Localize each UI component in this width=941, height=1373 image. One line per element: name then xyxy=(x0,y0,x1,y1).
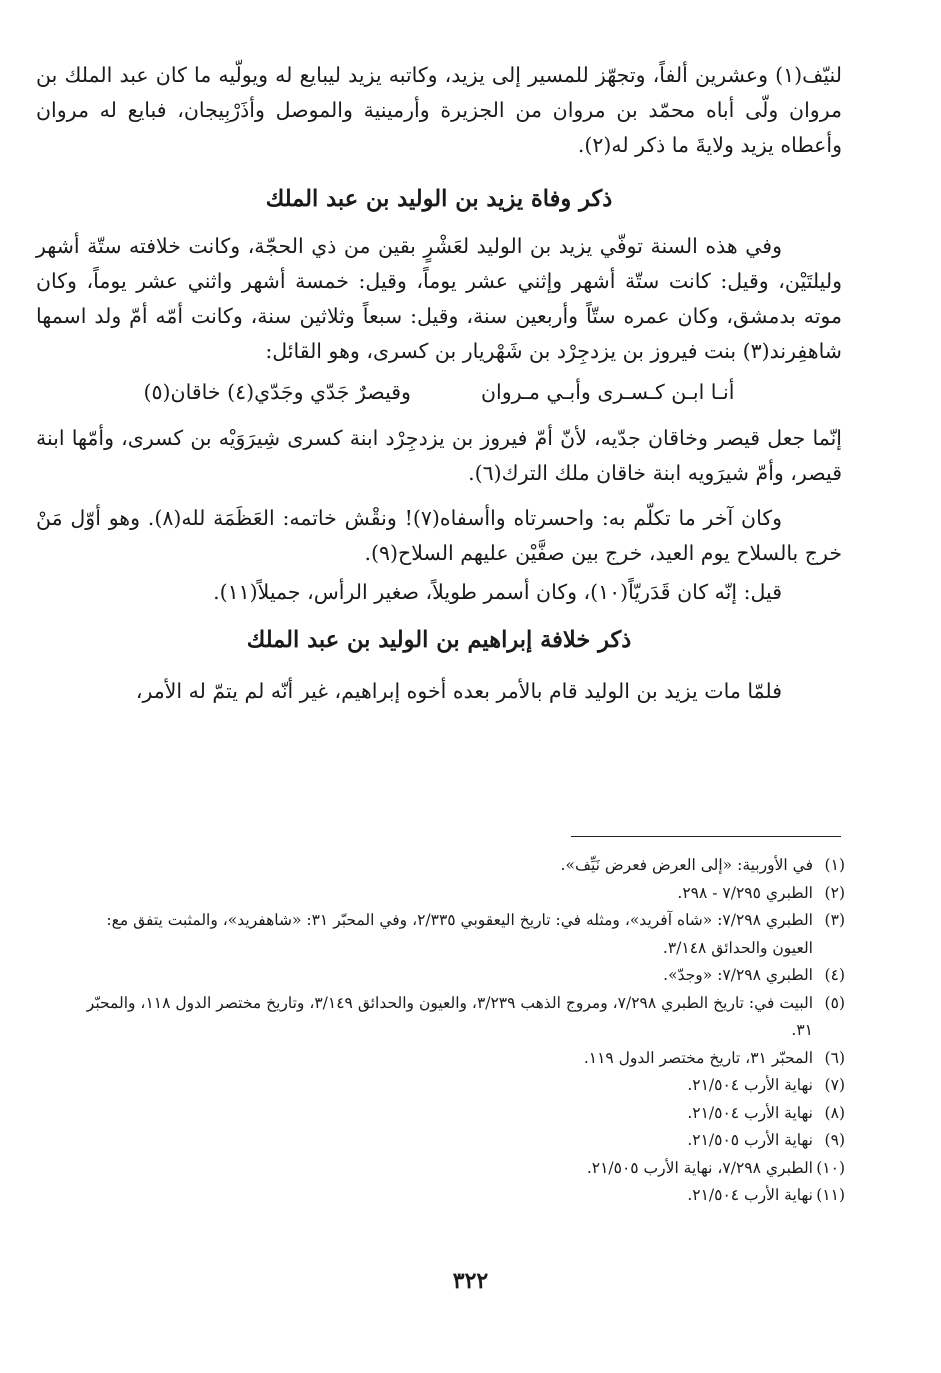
section-heading-ibrahim-caliphate: ذكر خلافة إبراهيم بن الوليد بن عبد الملك xyxy=(246,627,632,653)
footnote: (٤) الطبري ٧/٢٩٨: «وجدّ». xyxy=(663,966,845,984)
poetry-verse xyxy=(36,371,842,413)
paragraph-6-text: فلمّا مات يزيد بن الوليد قام بالأمر بعده أخوه إبراهيم، غير أنّه لم يتمّ له الأمر، xyxy=(135,679,782,703)
main-text xyxy=(36,58,842,709)
footnote: (٨) نهاية الأرب ٢١/٥٠٤. xyxy=(687,1103,845,1122)
verse-second-hemistich: وقيصرٌ جَدّي وجَدّي(٤) خاقان(٥) xyxy=(143,380,411,404)
paragraph-3: إنّما جعل قيصر وخاقان جدّيه، لأنّ أمّ فيروز بن يزدجِرْد ابنة كسرى شِيرَوَيْه بن كسرى، وأمّها ابنة قيصر، وأمّ شيرَويه ابنة خاقان ملك الترك(٦). xyxy=(36,426,842,485)
footnote: (٣) الطبري ٧/٢٩٨: «شاه آفريد»، ومثله في: تاريخ اليعقوبي ٢/٣٣٥، وفي المحبّر ٣١: «شاهفريد»، والمثبت يتفق مع: العيون والحدائق ٣/١٤٨. xyxy=(106,911,845,957)
footnote: (٢) الطبري ٧/٢٩٥ - ٢٩٨. xyxy=(677,883,845,902)
footnote: (٧) نهاية الأرب ٢١/٥٠٤. xyxy=(687,1076,845,1094)
paragraph-2 xyxy=(36,229,842,369)
footnote: (١١) نهاية الأرب ٢١/٥٠٤. xyxy=(687,1186,845,1204)
footnote-divider xyxy=(571,836,841,837)
footnote: (٦) المحبّر ٣١، تاريخ مختصر الدول ١١٩. xyxy=(583,1048,845,1067)
footnote: (٥) البيت في: تاريخ الطبري ٧/٢٩٨، ومروج الذهب ٣/٢٣٩، والعيون والحدائق ٣/١٤٩، وتاريخ مختصر الدول ١١٨، والمحبّر ٣١. xyxy=(86,993,845,1039)
page-number: ٣٢٢ xyxy=(452,1268,489,1294)
paragraph-1: لنيّف(١) وعشرين ألفاً، وتجهّز للمسير إلى يزيد، وكاتبه يزيد ليبايع له ويولّيه ما كان عبد الملك بن مروان ولّى أباه محمّد بن مروان من الجزيرة وأرمينية والموصل وأذَرْبِيجان، فبايع له مروان وأعطاه يزيد ولايةَ ما ذكر له(٢). xyxy=(36,63,842,157)
footnote: (١٠) الطبري ٧/٢٩٨، نهاية الأرب ٢١/٥٠٥. xyxy=(586,1158,845,1177)
section-heading-yazid-death: ذكر وفاة يزيد بن الوليد بن عبد الملك xyxy=(265,186,613,212)
paragraph-6 xyxy=(36,674,842,709)
footnotes xyxy=(85,852,845,1210)
footnote: (٩) نهاية الأرب ٢١/٥٠٥. xyxy=(687,1131,845,1149)
verse-first-hemistich: أنـا ابـن كـسـرى وأبـي مـروان xyxy=(480,380,735,404)
paragraph-4 xyxy=(36,501,842,571)
paragraph-5 xyxy=(36,575,842,610)
footnote: (١) في الأوربية: «إلى العرض فعرض نَيِّف». xyxy=(560,856,845,874)
paragraph-4-text: وكان آخر ما تكلّم به: واحسرتاه واأسفاه(٧)! ونقْش خاتمه: العَظَمَة لله(٨). وهو أوّل مَنْ خرج بالسلاح يوم العيد، خرج بين صفَّيْن عليهم السلاح(٩). xyxy=(36,506,842,565)
paragraph-5-text: قيل: إنّه كان قَدَريّاً(١٠)، وكان أسمر طويلاً، صغير الرأس، جميلاً(١١). xyxy=(213,580,782,604)
paragraph-2-text: وفي هذه السنة توفّي يزيد بن الوليد لعَشْرٍ بقين من ذي الحجّة، وكانت خلافته ستّة أشهر وليلتَيْن، وقيل: كانت ستّة أشهر وإثني عشر يوماً، وقيل: خمسة أشهر واثني عشر يوماً، وكان موته بدمشق، وكان عمره ستّاً وأربعين سنة، وقيل: سبعاً وثلاثين سنة، وكانت أمّه أمّ ولد اسمها شاهفِرند(٣) بنت فيروز بن يزدجِرْد بن شَهْريار بن كسرى، وهو القائل: xyxy=(36,234,842,363)
